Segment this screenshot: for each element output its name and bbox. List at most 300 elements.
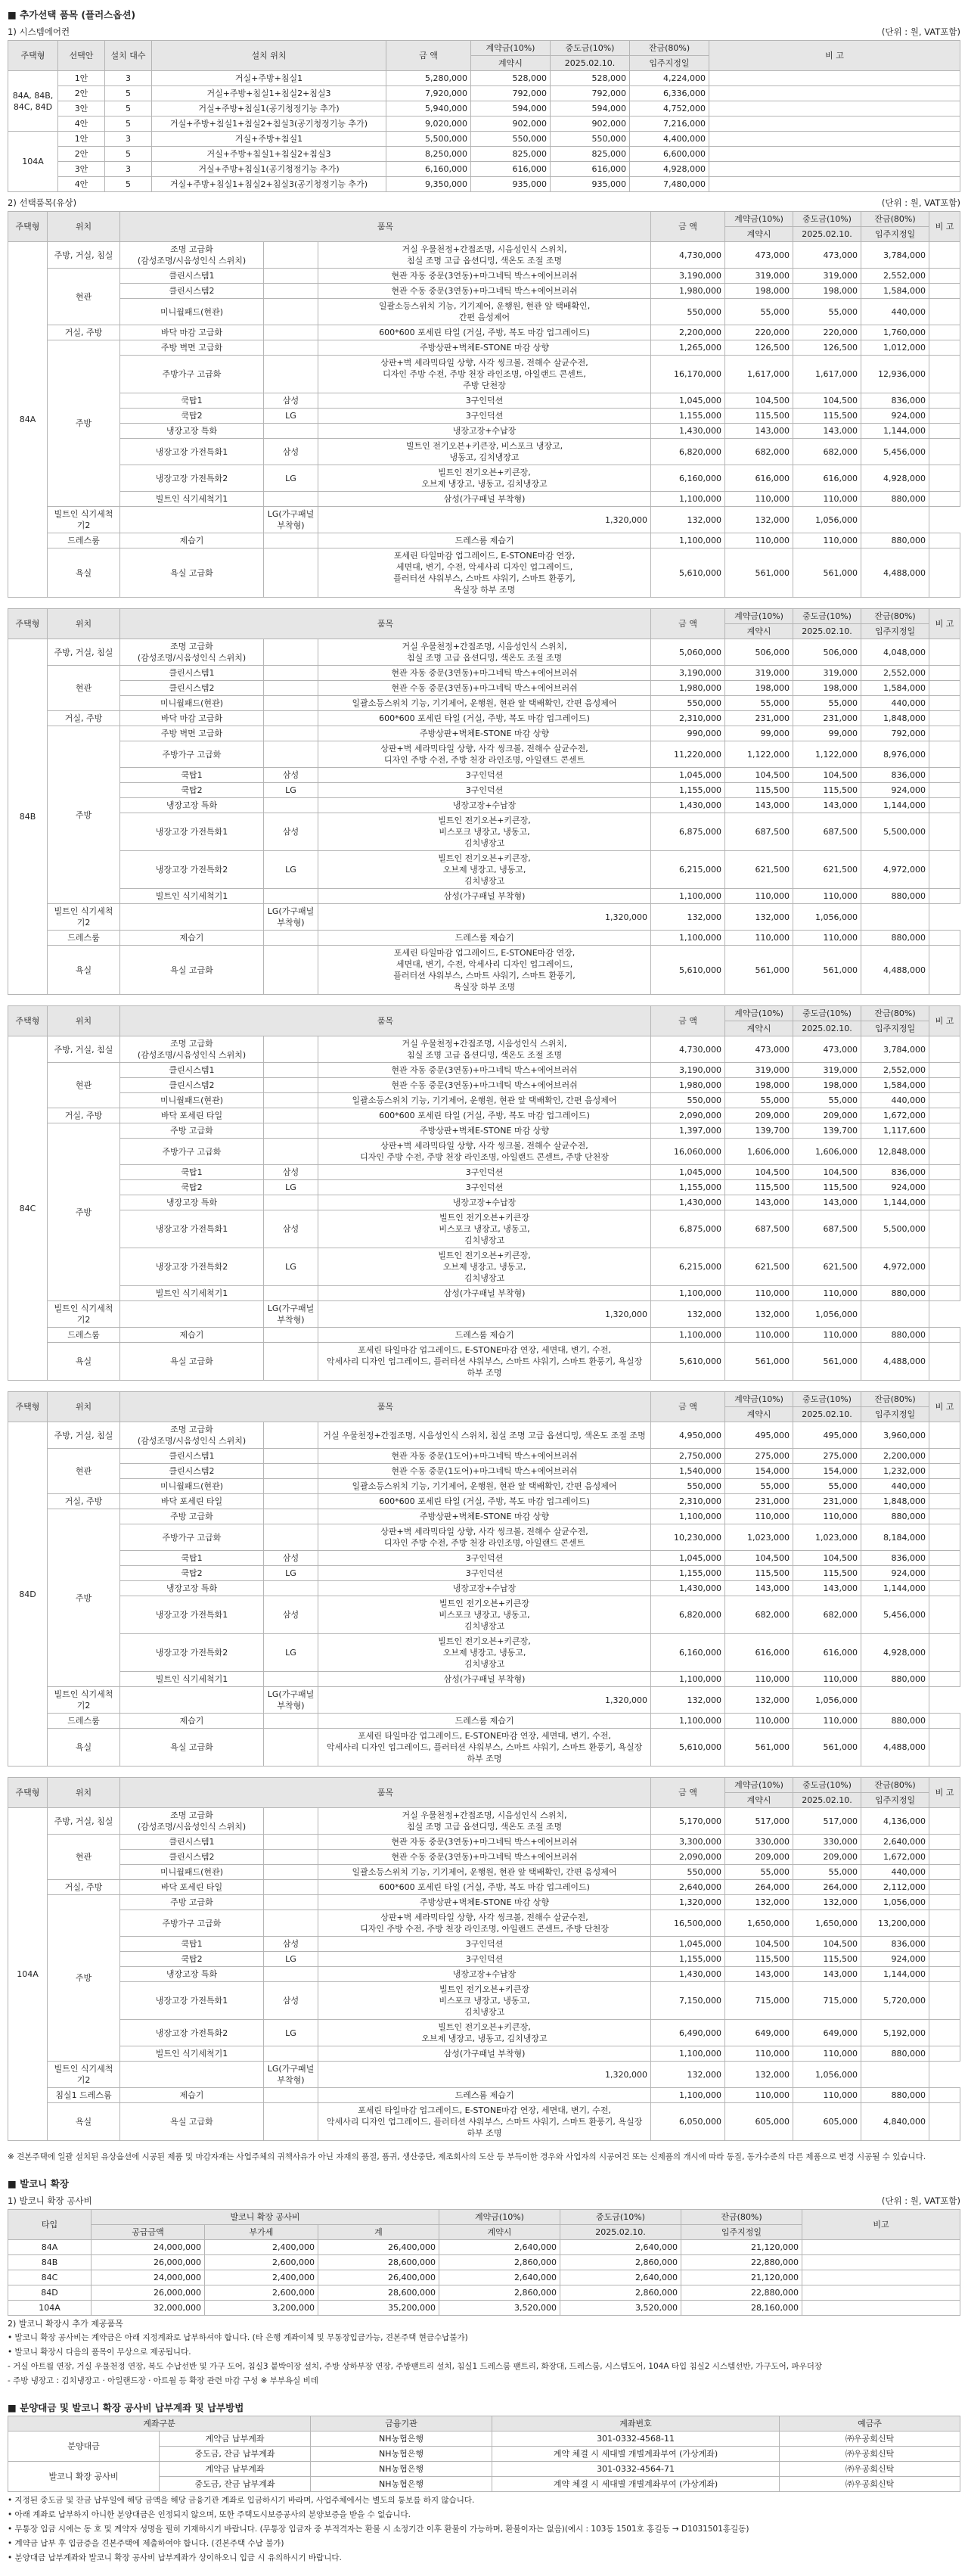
data-cell: 5 (105, 177, 152, 192)
detail-cell: 주방상판+벽체E-STONE 마감 상향 (318, 340, 651, 356)
amount-cell: 880,000 (861, 2046, 929, 2062)
maker-cell (264, 741, 318, 768)
item-cell: 냉장고장 특화 (120, 424, 264, 439)
header-cell: 중도금(10%) (793, 1006, 861, 1021)
item-cell: 냉장고장 가전특화1 (120, 813, 264, 851)
maker-cell (264, 1328, 318, 1343)
note-cell (929, 2046, 960, 2062)
amount-cell: 8,976,000 (861, 741, 929, 768)
item-cell: 클린시스템2 (120, 1850, 264, 1865)
item-cell: 주방 벽면 고급화 (120, 726, 264, 741)
data-cell: ㈜우공회신탁 (780, 2462, 960, 2477)
type-cell: 84D (8, 1422, 48, 1767)
amount-cell: 440,000 (861, 1479, 929, 1494)
note-line: - 거실 아트월 연장, 거실 우물천정 연장, 복도 수납선반 및 가구 도어, 침실3 붙박이장 설치, 주방 상하부장 연장, 주방팬트리 설치, 침실1 드레스룸 팬트리, 화장대, 드레스룸, 시스템도어, 104A 타입 침실2 시스템선반, 가구도어, 파우더장 (8, 2362, 823, 2371)
table-row (8, 1566, 960, 1581)
maker-cell (264, 711, 318, 726)
data-cell: 2,860,000 (439, 2255, 560, 2270)
detail-cell: 현관 수동 중문(3연동)+마그네틱 박스+에어브러쉬 (318, 284, 651, 299)
maker-cell (264, 889, 318, 904)
item-cell: 주방가구 고급화 (120, 1910, 264, 1937)
amount-cell: 110,000 (793, 492, 861, 507)
detail-cell: 삼성(가구패널 부착형) (318, 1672, 651, 1687)
table-row (8, 1078, 960, 1093)
header-cell: 위치 (48, 609, 120, 639)
amount-cell: 715,000 (725, 1982, 793, 2020)
maker-cell: 삼성 (264, 813, 318, 851)
table-row (8, 1195, 960, 1210)
location-cell: 주방, 거실, 침실 (48, 639, 120, 666)
location-cell: 욕실 (48, 548, 120, 598)
amount-cell: 1,650,000 (793, 1910, 861, 1937)
item-cell: 클린시스템1 (120, 1063, 264, 1078)
detail-cell: 빌트인 전기오븐+키큰장, 비스포크 냉장고, 냉동고, 김치냉장고 (318, 813, 651, 851)
maker-cell (264, 242, 318, 269)
amount-cell: 495,000 (725, 1422, 793, 1449)
maker-cell (264, 1835, 318, 1850)
amount-cell: 2,750,000 (651, 1449, 725, 1464)
detail-cell: 드레스룸 제습기 (318, 533, 651, 548)
detail-cell: 주방상판+벽체E-STONE 마감 상향 (318, 1123, 651, 1139)
maker-cell (264, 696, 318, 711)
note-cell (929, 681, 960, 696)
balcony-unit: (단위 : 원, VAT포함) (881, 2195, 960, 2206)
sub-header-cell: 공급금액 (92, 2225, 205, 2240)
location-cell: 드레스룸 (48, 533, 120, 548)
amount-cell: 143,000 (793, 1967, 861, 1982)
amount-cell: 5,456,000 (861, 439, 929, 465)
note-cell (929, 1835, 960, 1850)
amount-cell: 561,000 (793, 946, 861, 995)
amount-cell: 55,000 (725, 299, 793, 325)
detail-cell: 포세린 타일마감 업그레이드, E-STONE마감 연장, 세면대, 변기, 수전, 악세사리 디자인 업그레이드, 플러터션 샤워부스, 스마트 샤워기, 스마트 환풍기, 욕실장 하부 조명 (318, 548, 651, 598)
data-cell: 825,000 (551, 147, 630, 162)
amount-cell: 115,500 (725, 1952, 793, 1967)
account-notes (8, 2495, 960, 2564)
amount-cell: 5,500,000 (861, 1210, 929, 1248)
detail-cell: 600*600 포세린 타일 (거실, 주방, 복도 마감 업그레이드) (318, 711, 651, 726)
note-line: • 분양대금 납부계좌와 발코니 확장 공사비 납부계좌가 상이하오니 입금 시 유의하시기 바랍니다. (8, 2553, 342, 2562)
amount-cell: 110,000 (725, 2046, 793, 2062)
item-cell: 쿡탑2 (120, 1180, 264, 1195)
item-cell: 욕실 고급화 (120, 946, 264, 995)
data-cell: 1안 (58, 132, 105, 147)
amount-cell: 1,045,000 (651, 768, 725, 783)
header-cell: 주택형 (8, 1778, 48, 1808)
table-row (8, 2301, 960, 2316)
data-cell: 3 (105, 162, 152, 177)
maker-cell: LG (264, 1180, 318, 1195)
amount-cell: 1,144,000 (861, 1967, 929, 1982)
amount-cell: 198,000 (725, 1078, 793, 1093)
amount-cell: 330,000 (793, 1835, 861, 1850)
table-row (8, 424, 960, 439)
detail-cell: 상판+벽 세라믹타일 상향, 사각 씽크볼, 전해수 살균수전, 디자인 주방 수전, 주방 천장 라인조명, 아일랜드 콘센트 (318, 1524, 651, 1551)
table-row (8, 851, 960, 889)
amount-cell: 1,155,000 (651, 783, 725, 798)
item-cell: 클린시스템1 (120, 1449, 264, 1464)
note-cell (929, 409, 960, 424)
header-cell: 비 고 (929, 609, 960, 639)
table-row (8, 666, 960, 681)
detail-cell: 냉장고장+수납장 (318, 1581, 651, 1596)
amount-cell: 1,617,000 (725, 356, 793, 393)
note-cell (929, 1139, 960, 1165)
detail-cell: 현관 자동 중문(3연동)+마그네틱 박스+에어브러쉬 (318, 666, 651, 681)
maker-cell (264, 1195, 318, 1210)
account-type-cell: 분양대금 (8, 2432, 160, 2462)
table-row (8, 1729, 960, 1767)
maker-cell (264, 325, 318, 340)
amount-cell: 1,122,000 (725, 741, 793, 768)
amount-cell: 154,000 (793, 1464, 861, 1479)
amount-cell: 1,100,000 (651, 1286, 725, 1301)
data-cell: 22,880,000 (681, 2285, 802, 2301)
header-cell: 주택형 (8, 212, 48, 242)
maker-cell (264, 639, 318, 666)
data-cell: 5,940,000 (386, 101, 471, 117)
amount-cell: 1,980,000 (651, 284, 725, 299)
data-cell: 거실+주방+침실1+침실2+침실3 (152, 86, 386, 101)
amount-cell: 220,000 (725, 325, 793, 340)
detail-cell: LG(가구패널 부착형) (264, 2062, 318, 2088)
data-cell: ㈜우공회신탁 (780, 2477, 960, 2492)
type-cell: 104A (8, 1808, 48, 2141)
table-row (8, 325, 960, 340)
data-cell: 거실+주방+침실1 (152, 132, 386, 147)
amount-cell: 275,000 (725, 1449, 793, 1464)
maker-cell (120, 507, 264, 533)
table-row (8, 1714, 960, 1729)
detail-cell: 포세린 타일마감 업그레이드, E-STONE마감 연장, 세면대, 변기, 수전, 악세사리 디자인 업그레이드, 플러터션 샤워부스, 스마트 샤워기, 스마트 환풍기, 욕실장 하부 조명 (318, 1343, 651, 1381)
header-cell: 품목 (120, 1392, 651, 1422)
detail-cell: 삼성(가구패널 부착형) (318, 1286, 651, 1301)
data-cell: ㈜우공회신탁 (780, 2432, 960, 2447)
item-cell: 빌트인 식기세척기1 (120, 1286, 264, 1301)
amount-cell: 110,000 (725, 931, 793, 946)
amount-cell: 115,500 (793, 1566, 861, 1581)
amount-cell: 5,610,000 (651, 1343, 725, 1381)
amount-cell: 115,500 (793, 783, 861, 798)
balcony-notes-title: 2) 발코니 확장시 추가 제공품목 (8, 2319, 123, 2329)
amount-cell: 6,160,000 (651, 465, 725, 492)
data-cell: 21,120,000 (681, 2270, 802, 2285)
maker-cell: 삼성 (264, 1982, 318, 2020)
table-row (8, 2462, 960, 2477)
header-cell: 중도금(10%) (793, 1392, 861, 1407)
amount-cell: 1,100,000 (651, 533, 725, 548)
note-cell (861, 2062, 929, 2088)
sub-header-cell: 계약시 (439, 2225, 560, 2240)
location-cell: 거실, 주방 (48, 1880, 120, 1895)
data-cell: 26,000,000 (92, 2255, 205, 2270)
amount-cell: 4,950,000 (651, 1422, 725, 1449)
note-cell (709, 132, 960, 147)
header-cell: 품목 (120, 609, 651, 639)
amount-cell: 687,500 (725, 1210, 793, 1248)
amount-cell: 1,155,000 (651, 1952, 725, 1967)
amount-cell: 792,000 (861, 726, 929, 741)
amount-cell: 550,000 (651, 1865, 725, 1880)
amount-cell: 1,672,000 (861, 1108, 929, 1123)
amount-cell: 1,320,000 (318, 507, 651, 533)
data-cell: 26,000,000 (92, 2285, 205, 2301)
note-cell (929, 1672, 960, 1687)
note-cell (929, 424, 960, 439)
data-cell: 계약 체결 시 세대별 개별계좌부여 (가상계좌) (492, 2477, 780, 2492)
detail-cell: 빌트인 전기오븐+키큰장 비스포크 냉장고, 냉동고, 김치냉장고 (318, 1982, 651, 2020)
amount-cell: 55,000 (793, 696, 861, 711)
amount-cell: 616,000 (793, 465, 861, 492)
amount-cell: 132,000 (651, 1301, 725, 1328)
detail-cell: 거실 우물천정+간접조명, 시음성인식 스위치, 침실 조명 고급 옵션디밍, 색온도 조절 조명 (318, 1036, 651, 1063)
detail-cell: 600*600 포세린 타일 (거실, 주방, 복도 마감 업그레이드) (318, 1108, 651, 1123)
detail-cell: 삼성(가구패널 부착형) (318, 2046, 651, 2062)
data-cell: 3,200,000 (205, 2301, 318, 2316)
header-cell: 설치 대수 (105, 41, 152, 71)
amount-cell: 2,552,000 (861, 269, 929, 284)
table-row (8, 507, 960, 533)
amount-cell: 924,000 (861, 409, 929, 424)
note-cell (929, 1937, 960, 1952)
detail-cell: LG(가구패널 부착형) (264, 507, 318, 533)
amount-cell: 209,000 (725, 1850, 793, 1865)
data-cell: 3 (105, 71, 152, 86)
note-cell (802, 2255, 960, 2270)
detail-cell: 삼성(가구패널 부착형) (318, 492, 651, 507)
amount-cell: 1,144,000 (861, 1195, 929, 1210)
amount-cell: 143,000 (725, 1195, 793, 1210)
detail-cell: 3구인덕션 (318, 1937, 651, 1952)
note-cell (929, 2103, 960, 2141)
sub-header-cell: 2025.02.10. (793, 624, 861, 639)
amount-cell: 517,000 (793, 1808, 861, 1835)
paid-option-table-84d (8, 1391, 960, 1767)
amount-cell: 561,000 (725, 548, 793, 598)
maker-cell (264, 1672, 318, 1687)
amount-cell: 517,000 (725, 1808, 793, 1835)
detail-cell: 냉장고장+수납장 (318, 1195, 651, 1210)
item-cell: 미니월패드(현관) (120, 1865, 264, 1880)
amount-cell: 990,000 (651, 726, 725, 741)
data-cell: 거실+주방+침실1+침실2+침실3(공기청정기능 추가) (152, 117, 386, 132)
table-row (8, 439, 960, 465)
item-cell: 클린시스템1 (120, 1835, 264, 1850)
table-row (8, 1952, 960, 1967)
detail-cell: 3구인덕션 (318, 768, 651, 783)
amount-cell: 2,112,000 (861, 1880, 929, 1895)
amount-cell: 561,000 (725, 946, 793, 995)
maker-cell (264, 1036, 318, 1063)
table-row (8, 242, 960, 269)
data-cell: 28,600,000 (318, 2255, 439, 2270)
amount-cell: 1,430,000 (651, 424, 725, 439)
data-cell: 902,000 (551, 117, 630, 132)
header-cell: 주택형 (8, 41, 58, 71)
maker-cell: LG (264, 465, 318, 492)
maker-cell (264, 548, 318, 598)
header-cell: 비 고 (929, 212, 960, 242)
amount-cell: 110,000 (793, 1509, 861, 1524)
maker-cell (264, 666, 318, 681)
data-cell: 2,400,000 (205, 2270, 318, 2285)
location-cell: 욕실 (48, 946, 120, 995)
maker-cell (264, 424, 318, 439)
amount-cell: 4,048,000 (861, 639, 929, 666)
note-cell (929, 1808, 960, 1835)
amount-cell: 5,170,000 (651, 1808, 725, 1835)
data-cell: 528,000 (551, 71, 630, 86)
maker-cell (264, 1850, 318, 1865)
note-cell (802, 2240, 960, 2255)
amount-cell: 1,155,000 (651, 1180, 725, 1195)
balcony-table (8, 2209, 960, 2316)
item-cell: 냉장고장 가전특화1 (120, 1596, 264, 1634)
amount-cell: 6,490,000 (651, 2020, 725, 2046)
detail-cell: 거실 우물천정+간접조명, 시음성인식 스위치, 침실 조명 고급 옵션디밍, 색온도 조절 조명 (318, 639, 651, 666)
amount-cell: 13,200,000 (861, 1910, 929, 1937)
detail-cell: 주방상판+벽체E-STONE 마감 상향 (318, 726, 651, 741)
amount-cell: 132,000 (651, 2062, 725, 2088)
amount-cell: 836,000 (861, 768, 929, 783)
amount-cell: 1,056,000 (793, 1301, 861, 1328)
detail-cell: 일괄소등스위치 기능, 기기제어, 운행원, 현관 앞 택배확인, 간편 음성제어 (318, 1865, 651, 1880)
note-cell (929, 1910, 960, 1937)
detail-cell: 빌트인 전기오븐+키큰장, 오브제 냉장고, 냉동고, 김치냉장고 (318, 2020, 651, 2046)
table-row (8, 533, 960, 548)
sub-header-cell: 입주지정일 (861, 1021, 929, 1036)
item-cell: 주방 벽면 고급화 (120, 340, 264, 356)
amount-cell: 209,000 (793, 1850, 861, 1865)
type-cell: 84B (8, 639, 48, 995)
maker-cell (264, 931, 318, 946)
amount-cell: 5,456,000 (861, 1596, 929, 1634)
table-row (8, 1139, 960, 1165)
amount-cell: 4,730,000 (651, 1036, 725, 1063)
amount-cell: 1,056,000 (793, 507, 861, 533)
maker-cell: 삼성 (264, 768, 318, 783)
header-cell: 품목 (120, 1006, 651, 1036)
table-row (8, 741, 960, 768)
type-cell: 84A, 84B, 84C, 84D (8, 71, 58, 132)
amount-cell: 6,160,000 (651, 1634, 725, 1672)
table-row (8, 1551, 960, 1566)
maker-cell (264, 2088, 318, 2103)
data-cell: 32,000,000 (92, 2301, 205, 2316)
location-cell: 욕실 (48, 1729, 120, 1767)
note-cell (929, 1464, 960, 1479)
sub-header-cell: 입주지정일 (861, 624, 929, 639)
note-cell (929, 465, 960, 492)
maker-cell (264, 269, 318, 284)
sub-header-cell: 계약시 (725, 1407, 793, 1422)
maker-cell (264, 1865, 318, 1880)
table-row (8, 1910, 960, 1937)
amount-cell: 4,488,000 (861, 548, 929, 598)
header-cell: 계좌번호 (492, 2416, 780, 2432)
sub-header-cell: 계약시 (725, 227, 793, 242)
amount-cell: 1,320,000 (318, 2062, 651, 2088)
amount-cell: 1,045,000 (651, 393, 725, 409)
amount-cell: 110,000 (793, 2046, 861, 2062)
table-row (8, 1108, 960, 1123)
amount-cell: 2,310,000 (651, 711, 725, 726)
note-cell (929, 1093, 960, 1108)
amount-cell: 1,100,000 (651, 2088, 725, 2103)
header-cell: 잔금(80%) (861, 1392, 929, 1407)
data-cell: 84C (8, 2270, 92, 2285)
sub-header-cell: 입주지정일 (681, 2225, 802, 2240)
sub-header-cell: 계약시 (725, 1021, 793, 1036)
amount-cell: 143,000 (725, 1581, 793, 1596)
note-cell (802, 2285, 960, 2301)
item-cell: 클린시스템2 (120, 681, 264, 696)
item-cell: 클린시스템1 (120, 666, 264, 681)
note-cell (929, 1551, 960, 1566)
amount-cell: 2,552,000 (861, 1063, 929, 1078)
amount-cell: 1,100,000 (651, 1328, 725, 1343)
table-row (8, 768, 960, 783)
amount-cell: 880,000 (861, 1672, 929, 1687)
table-row (8, 284, 960, 299)
amount-cell: 16,060,000 (651, 1139, 725, 1165)
amount-cell: 110,000 (725, 1672, 793, 1687)
data-cell: 4,400,000 (630, 132, 709, 147)
data-cell: 3,520,000 (560, 2301, 681, 2316)
data-cell: 5 (105, 86, 152, 101)
note-cell (929, 1982, 960, 2020)
amount-cell: 4,136,000 (861, 1808, 929, 1835)
detail-cell: 빌트인 전기오븐+키큰장 비스포크 냉장고, 냉동고, 김치냉장고 (318, 1210, 651, 1248)
location-cell: 현관 (48, 269, 120, 325)
header-cell: 계약금(10%) (725, 212, 793, 227)
detail-cell: 상판+벽 세라믹타일 상향, 사각 씽크볼, 전해수 살균수전, 디자인 주방 수전, 주방 천장 라인조명, 아일랜드 콘센트, 주방 단천장 (318, 356, 651, 393)
table-row (8, 393, 960, 409)
item-cell: 쿡탑2 (120, 783, 264, 798)
header-cell: 잔금(80%) (630, 41, 709, 56)
amount-cell: 3,300,000 (651, 1835, 725, 1850)
note-line: • 지정된 중도금 및 잔금 납부일에 해당 금액을 해당 금융기관 계좌로 입금하시기 바라며, 사업주체에서는 별도의 통보를 하지 않습니다. (8, 2496, 475, 2505)
note-cell (929, 492, 960, 507)
detail-cell: LG(가구패널 부착형) (264, 1301, 318, 1328)
maker-cell: LG (264, 2020, 318, 2046)
amount-cell: 6,215,000 (651, 1248, 725, 1286)
item-cell: 쿡탑1 (120, 393, 264, 409)
amount-cell: 605,000 (793, 2103, 861, 2141)
amount-cell: 110,000 (725, 2088, 793, 2103)
amount-cell: 1,584,000 (861, 284, 929, 299)
amount-cell: 506,000 (725, 639, 793, 666)
account-title: ■ 분양대금 및 발코니 확장 공사비 납부계좌 및 납부방법 (8, 2402, 244, 2413)
note-cell (929, 1286, 960, 1301)
header-cell: 비 고 (709, 41, 960, 71)
amount-cell: 1,265,000 (651, 340, 725, 356)
maker-cell: 삼성 (264, 1210, 318, 1248)
maker-cell: LG (264, 409, 318, 424)
item-cell: 미니월패드(현관) (120, 299, 264, 325)
amount-cell: 1,430,000 (651, 798, 725, 813)
item-cell: 냉장고장 가전특화2 (120, 851, 264, 889)
table-row (8, 904, 960, 931)
amount-cell: 132,000 (651, 904, 725, 931)
item-cell: 냉장고장 가전특화1 (120, 439, 264, 465)
amount-cell: 143,000 (793, 424, 861, 439)
maker-cell (264, 798, 318, 813)
sub-header-cell: 입주지정일 (861, 1407, 929, 1422)
amount-cell: 126,500 (793, 340, 861, 356)
amount-cell: 2,310,000 (651, 1494, 725, 1509)
item-cell: 빌트인 식기세척기2 (48, 904, 120, 931)
